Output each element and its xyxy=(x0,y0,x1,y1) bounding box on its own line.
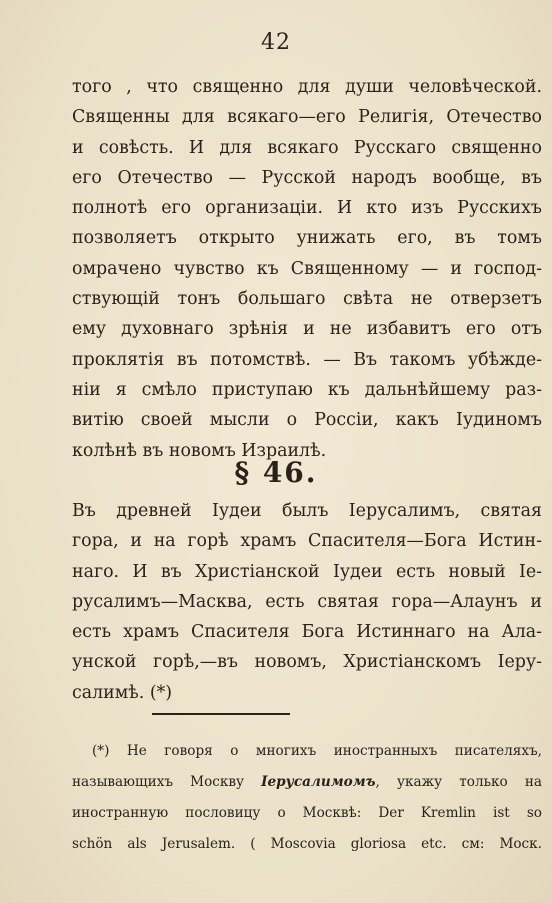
text-line: его Отечество — Русской народъ вообще, въ xyxy=(72,167,542,188)
section-heading: § 46. xyxy=(234,456,318,489)
footnote-line xyxy=(72,767,542,798)
text-line: гора, и на горѣ храмъ Спасителя—Бога Истин- xyxy=(72,531,542,552)
text-line: наго. И въ Христіанской Іудеи есть новый Іе- xyxy=(72,561,542,582)
paragraph-2 xyxy=(72,496,542,708)
footnote-text: , укажу только на xyxy=(375,774,542,790)
text-line: ему духовнаго зрѣнія и не избавитъ его отъ xyxy=(72,319,542,340)
text-line: Въ древней Іудеи былъ Іерусалимъ, святая xyxy=(72,501,542,521)
page-number: 42 xyxy=(261,30,291,55)
footnote-line: schön als Jerusalem. ( Moscovia gloriosa etc. см: Моск. xyxy=(72,836,542,852)
text-line: салимѣ. (*) xyxy=(72,682,173,703)
footnote-text: называющихъ Москву xyxy=(72,774,262,790)
text-line: того , что священно для души человѣческой. xyxy=(72,77,542,97)
text-line: ніи я смѣло приступаю къ дальнѣйшему раз- xyxy=(72,379,542,400)
footnote-line: (*) Не говоря о многихъ иностранныхъ писателяхъ, xyxy=(92,743,542,759)
text-line: есть храмъ Спасителя Бога Истиннаго на Ала- xyxy=(72,622,542,643)
text-line: унской горѣ,—въ новомъ, Христіанскомъ Іеру- xyxy=(72,652,542,673)
paragraph-1 xyxy=(72,72,542,466)
text-line: омрачено чувство къ Священному — и господ- xyxy=(72,258,542,279)
text-line: полнотѣ его организаціи. И кто изъ Русскихъ xyxy=(72,198,542,219)
text-line: русалимъ—Масква, есть святая гора—Алаунъ и xyxy=(72,591,542,612)
text-line: проклятія въ потомствѣ. — Въ такомъ убѣжде- xyxy=(72,349,542,370)
text-line: позволяетъ открыто унижать его, въ томъ xyxy=(72,228,542,249)
text-line: колѣнѣ въ новомъ Израилѣ. xyxy=(72,440,327,461)
text-line: и совѣсть. И для всякаго Русскаго священно xyxy=(72,137,542,158)
text-line: Священны для всякаго—его Религія, Отечество xyxy=(72,107,542,128)
footnote-divider xyxy=(152,713,290,715)
text-line: витію своей мысли о Россіи, какъ Іудиномъ xyxy=(72,410,542,431)
text-line: ствующій тонъ большаго свѣта не отверзетъ xyxy=(72,289,542,310)
footnote-line: иностранную пословицу о Москвѣ: Der Kremlin ist so xyxy=(72,805,542,821)
footnote xyxy=(72,736,542,860)
footnote-emphasis: Іерусалимомъ xyxy=(261,774,376,790)
